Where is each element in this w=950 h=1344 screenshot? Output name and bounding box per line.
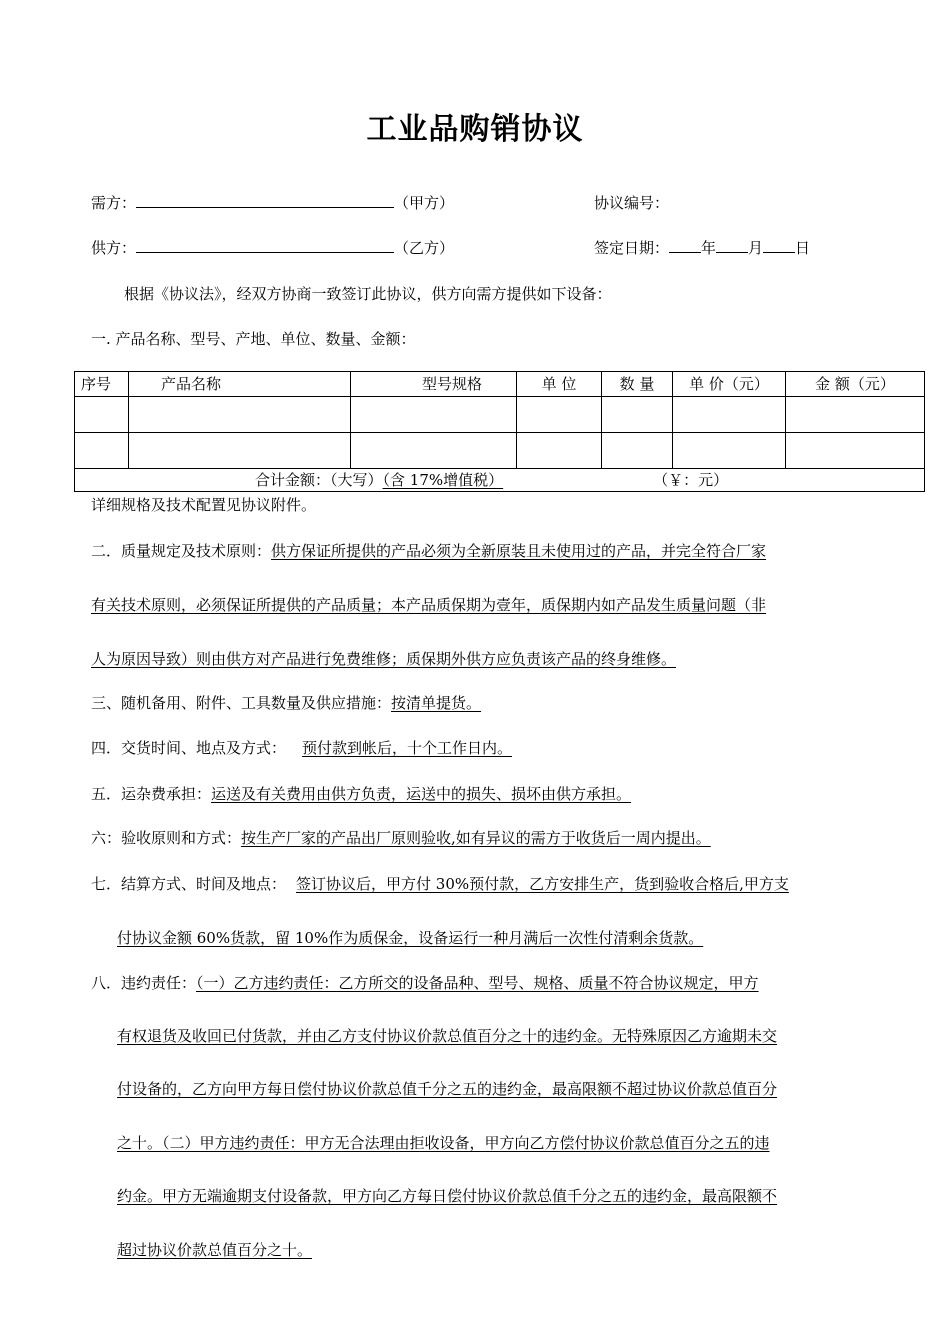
product-table <box>74 371 925 492</box>
table-cell[interactable] <box>602 397 673 433</box>
table-cell[interactable] <box>602 433 673 469</box>
sign-date-row <box>594 237 810 258</box>
section-4-label: 四．交货时间、地点及方式： <box>91 739 287 757</box>
section-2-line-3: 人为原因导致）则由供方对产品进行免费维修；质保期外供方应负责该产品的终身维修。 <box>91 650 677 668</box>
table-row <box>75 433 925 469</box>
buyer-blank-field[interactable] <box>136 193 394 208</box>
supplier-row <box>91 237 454 258</box>
section-2-text: 供方保证所提供的产品必须为全新原装且未使用过的产品，并完全符合厂家 <box>271 542 767 560</box>
table-row <box>75 397 925 433</box>
section-4-value: 预付款到帐后，十个工作日内。 <box>302 739 513 757</box>
section-5 <box>91 783 631 804</box>
section-8-line-4: 之十。（二）甲方违约责任：甲方无合法理由拒收设备，甲方向乙方偿付协议价款总值百分之五的违 <box>117 1134 770 1152</box>
supplier-blank-field[interactable] <box>136 238 394 253</box>
section-7-text: 签订协议后，甲方付 30%预付款，乙方安排生产，货到验收合格后,甲方支 <box>296 875 789 893</box>
table-cell[interactable] <box>673 397 786 433</box>
table-cell[interactable] <box>517 433 602 469</box>
section-8-line-1 <box>91 972 759 993</box>
month-label: 月 <box>748 239 764 257</box>
table-cell[interactable] <box>351 397 517 433</box>
column-header-product-name: 产品名称 <box>129 372 351 397</box>
buyer-row <box>91 192 454 213</box>
section-3-value: 按清单提货。 <box>391 694 482 712</box>
table-cell[interactable] <box>673 433 786 469</box>
column-header-model: 型号规格 <box>351 372 517 397</box>
section-7-label: 七．结算方式、时间及地点： <box>91 875 287 893</box>
table-cell[interactable] <box>129 397 351 433</box>
section-7-line-1 <box>91 873 789 894</box>
supplier-suffix: （乙方） <box>394 239 455 257</box>
total-yen-label: （￥：元） <box>653 471 729 489</box>
contract-number-label: 协议编号： <box>594 194 670 212</box>
section-8-line-2: 有权退货及收回已付货款，并由乙方支付协议价款总值百分之十的违约金。无特殊原因乙方逾期未交 <box>117 1027 778 1045</box>
year-blank-field[interactable] <box>669 238 701 253</box>
column-header-quantity: 数 量 <box>602 372 673 397</box>
table-cell[interactable] <box>786 433 925 469</box>
day-blank-field[interactable] <box>763 238 795 253</box>
section-5-value: 运送及有关费用由供方负责，运送中的损失、损坏由供方承担。 <box>211 785 632 803</box>
table-cell[interactable] <box>351 433 517 469</box>
column-header-amount: 金 额（元） <box>786 372 925 397</box>
table-cell[interactable] <box>786 397 925 433</box>
section-5-label: 五．运杂费承担： <box>91 785 212 803</box>
year-label: 年 <box>701 239 717 257</box>
total-amount-label: 合计金额：（大写） <box>255 471 383 489</box>
section-6-label: 六：验收原则和方式： <box>91 829 242 847</box>
column-header-unit-price: 单 价（元） <box>673 372 786 397</box>
section-6-value: 按生产厂家的产品出厂原则验收,如有异议的需方于收货后一周内提出。 <box>241 829 711 847</box>
total-tax-note: （含 17%增值税） <box>382 471 504 489</box>
buyer-label: 需方： <box>91 194 137 212</box>
section-6 <box>91 827 711 848</box>
table-total-row <box>75 469 925 492</box>
table-cell[interactable] <box>75 433 129 469</box>
table-header-row <box>75 372 925 397</box>
day-label: 日 <box>795 239 811 257</box>
section-8-line-6: 超过协议价款总值百分之十。 <box>117 1241 313 1259</box>
sign-date-label: 签定日期： <box>594 239 670 257</box>
section-8-line-3: 付设备的，乙方向甲方每日偿付协议价款总值千分之五的违约金，最高限额不超过协议价款总值百分 <box>117 1080 778 1098</box>
column-header-index: 序号 <box>75 372 129 397</box>
document-title: 工业品购销协议 <box>366 112 584 147</box>
table-cell[interactable] <box>75 397 129 433</box>
table-footnote: 详细规格及技术配置见协议附件。 <box>91 496 317 514</box>
section-2-line-1 <box>91 540 766 561</box>
table-cell[interactable] <box>517 397 602 433</box>
section-8-label: 八．违约责任： <box>91 974 197 992</box>
section-4 <box>91 737 512 758</box>
section-8-line-5: 约金。甲方无端逾期支付设备款，甲方向乙方每日偿付协议价款总值千分之五的违约金，最高限额不 <box>117 1187 778 1205</box>
total-cell <box>75 469 925 492</box>
table-cell[interactable] <box>129 433 351 469</box>
section-1-heading: 一. 产品名称、型号、产地、单位、数量、金额： <box>91 330 416 348</box>
section-7-line-2: 付协议金额 60%货款，留 10%作为质保金，设备运行一种月满后一次性付清剩余货款。 <box>117 929 704 947</box>
column-header-unit: 单 位 <box>517 372 602 397</box>
month-blank-field[interactable] <box>716 238 748 253</box>
section-3-label: 三、随机备用、附件、工具数量及供应措施： <box>91 694 392 712</box>
section-2-line-2: 有关技术原则，必须保证所提供的产品质量；本产品质保期为壹年，质保期内如产品发生质量问题（非 <box>91 596 767 614</box>
section-2-label: 二．质量规定及技术原则： <box>91 542 272 560</box>
buyer-suffix: （甲方） <box>394 194 455 212</box>
supplier-label: 供方： <box>91 239 137 257</box>
intro-paragraph: 根据《协议法》，经双方协商一致签订此协议，供方向需方提供如下设备： <box>124 285 612 303</box>
section-3 <box>91 692 481 713</box>
section-8-text: （一）乙方违约责任：乙方所交的设备品种、型号、规格、质量不符合协议规定，甲方 <box>196 974 759 992</box>
